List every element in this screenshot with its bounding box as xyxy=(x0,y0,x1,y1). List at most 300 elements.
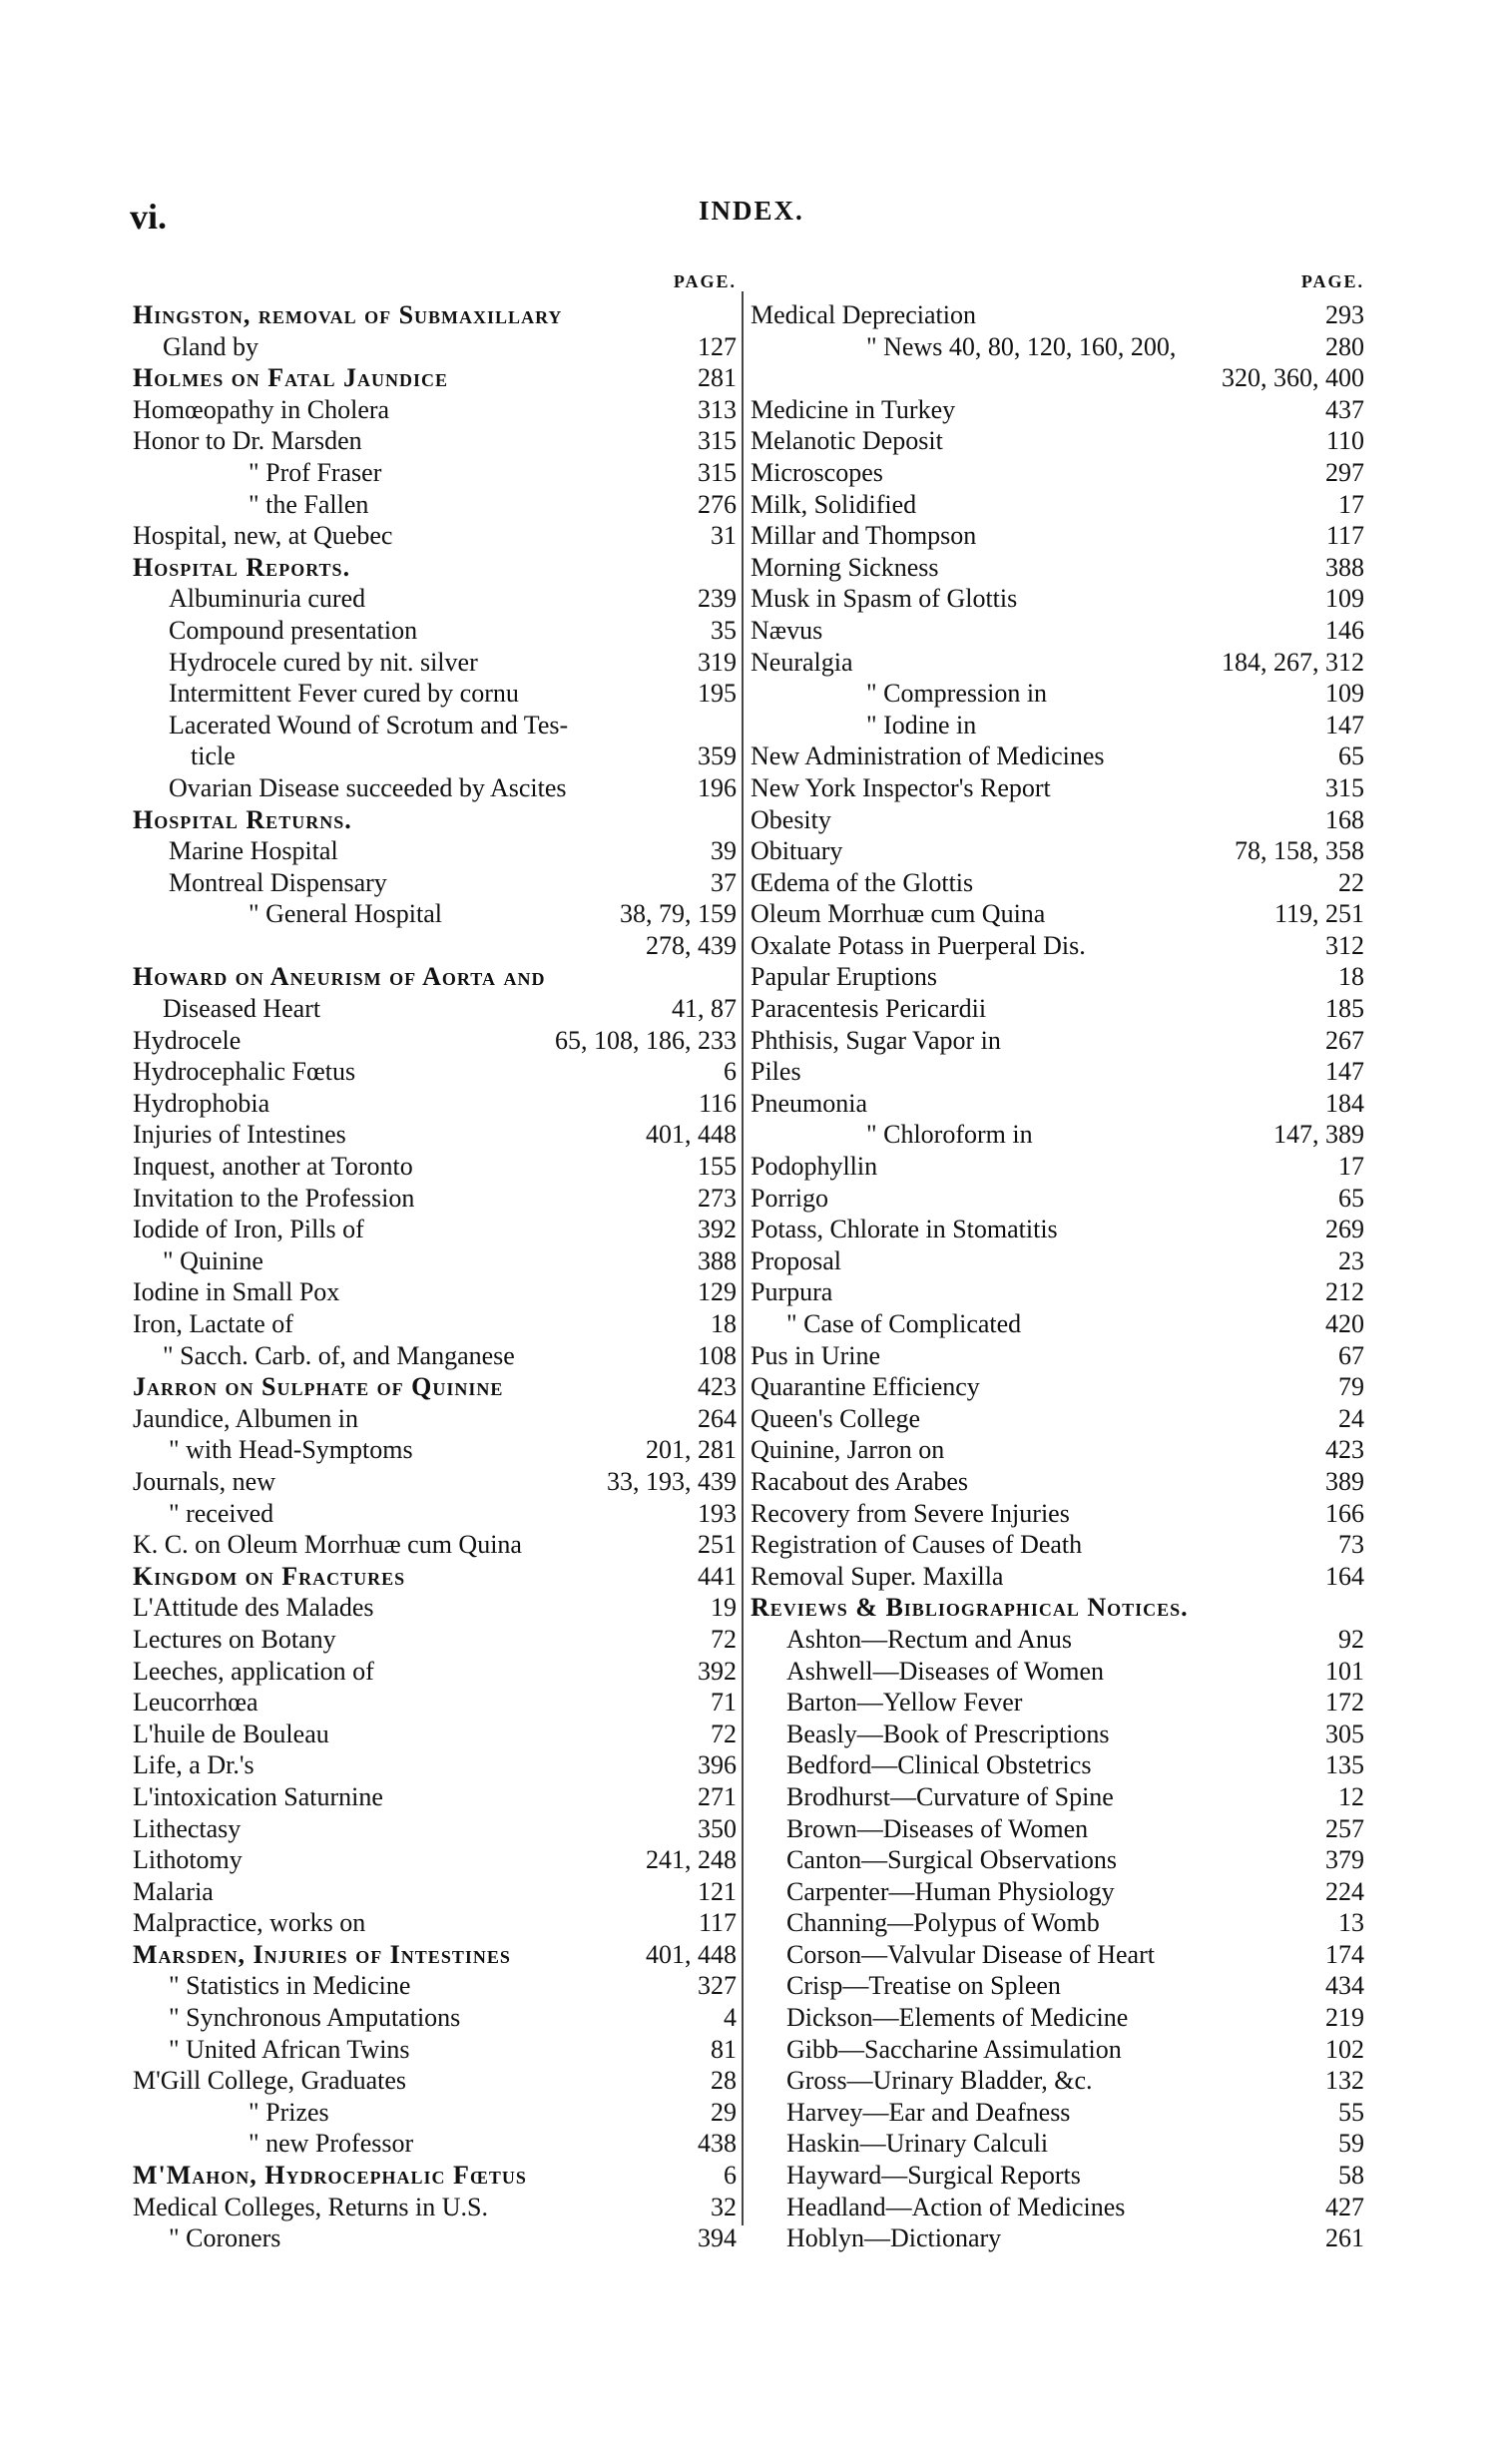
index-entry xyxy=(751,835,1364,867)
entry-page: 33, 193, 439 xyxy=(607,1466,737,1496)
index-entry xyxy=(133,520,737,552)
index-entry xyxy=(133,1466,737,1498)
index-entry xyxy=(133,2034,737,2066)
entry-page: 73 xyxy=(1338,1530,1364,1560)
entry-text: Corson—Valvular Disease of Heart xyxy=(786,1939,1155,1969)
entry-text: Howard on Aneurism of Aorta and xyxy=(133,962,546,992)
entry-page: 29 xyxy=(711,2097,737,2127)
entry-page: 315 xyxy=(698,457,737,487)
entry-page: 319 xyxy=(698,647,737,677)
entry-text: Obituary xyxy=(751,836,843,866)
index-entry xyxy=(751,1340,1364,1372)
index-entry xyxy=(133,1592,737,1624)
entry-text: Ovarian Disease succeeded by Ascites xyxy=(169,772,567,802)
index-entry xyxy=(751,394,1364,426)
entry-page: 37 xyxy=(711,867,737,897)
entry-page: 441 xyxy=(698,1561,737,1591)
entry-page: 267 xyxy=(1325,1025,1364,1055)
entry-text: Kingdom on Fractures xyxy=(133,1561,406,1591)
index-entry xyxy=(751,772,1364,804)
entry-text: ticle xyxy=(191,741,236,771)
entry-page: 78, 158, 358 xyxy=(1235,836,1364,866)
entry-page: 117 xyxy=(698,1908,737,1938)
entry-page: 392 xyxy=(698,1656,737,1686)
index-entry xyxy=(751,1151,1364,1183)
entry-text: Porrigo xyxy=(751,1183,828,1213)
page-title: INDEX. xyxy=(699,196,804,226)
entry-page: 241, 248 xyxy=(646,1845,737,1875)
entry-page: 110 xyxy=(1325,426,1364,456)
index-entry xyxy=(133,1907,737,1939)
entry-text: Gland by xyxy=(163,331,259,361)
entry-page: 350 xyxy=(698,1813,737,1843)
entry-page: 121 xyxy=(698,1876,737,1906)
entry-page: 327 xyxy=(698,1971,737,2001)
entry-text: " United African Twins xyxy=(169,2034,410,2064)
entry-text: New Administration of Medicines xyxy=(751,741,1105,771)
entry-text: Leucorrhœa xyxy=(133,1688,258,1718)
entry-text: Brown—Diseases of Women xyxy=(786,1813,1089,1843)
entry-page: 438 xyxy=(698,2129,737,2159)
entry-text: M'Mahon, Hydrocephalic Fœtus xyxy=(133,2161,527,2191)
entry-text: Proposal xyxy=(751,1245,841,1275)
index-entry xyxy=(133,1719,737,1750)
index-entry xyxy=(751,1719,1364,1750)
entry-text: " General Hospital xyxy=(249,899,442,929)
column-divider xyxy=(742,291,744,2225)
index-entry xyxy=(751,1529,1364,1561)
index-entry xyxy=(133,1498,737,1530)
entry-text: " Prof Fraser xyxy=(249,457,382,487)
entry-page: 257 xyxy=(1325,1813,1364,1843)
index-entry xyxy=(133,299,737,331)
index-entry xyxy=(751,1276,1364,1308)
entry-text: Crisp—Treatise on Spleen xyxy=(786,1971,1061,2001)
entry-page: 281 xyxy=(698,363,737,393)
entry-page: 172 xyxy=(1325,1688,1364,1718)
entry-text: Hingston, removal of Submaxillary xyxy=(133,300,563,329)
index-entry xyxy=(133,1088,737,1120)
entry-page: 127 xyxy=(698,331,737,361)
entry-text: Life, a Dr.'s xyxy=(133,1750,254,1780)
index-entry xyxy=(133,647,737,679)
entry-text: Malpractice, works on xyxy=(133,1908,366,1938)
index-entry xyxy=(133,2097,737,2129)
index-entry xyxy=(133,362,737,394)
entry-text: Registration of Causes of Death xyxy=(751,1530,1083,1560)
entry-page: 18 xyxy=(711,1309,737,1338)
index-entry xyxy=(751,1498,1364,1530)
entry-text: Hydrocephalic Fœtus xyxy=(133,1057,356,1087)
index-entry xyxy=(751,961,1364,993)
entry-text: " received xyxy=(169,1498,274,1528)
index-entry xyxy=(751,457,1364,489)
entry-text: " Statistics in Medicine xyxy=(169,1971,411,2001)
entry-text: Iodide of Iron, Pills of xyxy=(133,1215,364,1244)
index-entry xyxy=(751,2065,1364,2097)
entry-page: 38, 79, 159 xyxy=(620,899,737,929)
index-entry xyxy=(133,1340,737,1372)
entry-page: 12 xyxy=(1338,1781,1364,1811)
index-entry xyxy=(133,1276,737,1308)
entry-text: Pneumonia xyxy=(751,1088,867,1118)
entry-page: 65 xyxy=(1338,1183,1364,1213)
index-entry xyxy=(133,2128,737,2160)
index-entry xyxy=(133,1025,737,1057)
entry-page: 22 xyxy=(1338,867,1364,897)
entry-text: Hospital Reports. xyxy=(133,552,351,582)
entry-page: 18 xyxy=(1338,962,1364,992)
index-entry xyxy=(751,1119,1364,1151)
entry-page: 108 xyxy=(698,1340,737,1370)
entry-page: 17 xyxy=(1338,489,1364,519)
entry-page: 117 xyxy=(1325,521,1364,551)
entry-page: 261 xyxy=(1325,2223,1364,2253)
entry-text: Paracentesis Pericardii xyxy=(751,994,987,1024)
entry-text: Purpura xyxy=(751,1277,833,1307)
entry-text: M'Gill College, Graduates xyxy=(133,2066,407,2096)
entry-text: Hydrophobia xyxy=(133,1088,270,1118)
entry-text: Medical Depreciation xyxy=(751,300,976,329)
index-entry xyxy=(133,1214,737,1245)
entry-text: Pus in Urine xyxy=(751,1340,880,1370)
index-entry xyxy=(751,1781,1364,1813)
entry-page: 315 xyxy=(1325,772,1364,802)
entry-page: 41, 87 xyxy=(672,994,737,1024)
entry-page: 59 xyxy=(1338,2129,1364,2159)
entry-page: 72 xyxy=(711,1624,737,1654)
entry-page: 79 xyxy=(1338,1372,1364,1402)
index-entry xyxy=(133,1624,737,1656)
entry-text: Medicine in Turkey xyxy=(751,394,956,424)
entry-page: 273 xyxy=(698,1183,737,1213)
entry-text: Neuralgia xyxy=(751,647,853,677)
index-entry xyxy=(133,2192,737,2223)
entry-page: 155 xyxy=(698,1152,737,1182)
index-entry xyxy=(751,520,1364,552)
index-entry xyxy=(751,1403,1364,1435)
index-entry xyxy=(751,1592,1364,1624)
entry-text: L'intoxication Saturnine xyxy=(133,1781,383,1811)
index-entry xyxy=(133,1876,737,1908)
entry-page: 19 xyxy=(711,1593,737,1623)
index-entry xyxy=(751,1749,1364,1781)
entry-text: Ashwell—Diseases of Women xyxy=(786,1656,1105,1686)
entry-page: 65 xyxy=(1338,741,1364,771)
entry-page: 423 xyxy=(1325,1435,1364,1465)
index-entry xyxy=(133,1687,737,1719)
index-entry xyxy=(751,1624,1364,1656)
entry-page: 313 xyxy=(698,394,737,424)
entry-page: 297 xyxy=(1325,457,1364,487)
index-entry xyxy=(133,2065,737,2097)
entry-text: Canton—Surgical Observations xyxy=(786,1845,1117,1875)
index-entry xyxy=(133,1939,737,1971)
index-entry xyxy=(751,2222,1364,2254)
entry-text: Carpenter—Human Physiology xyxy=(786,1876,1115,1906)
entry-text: Lithotomy xyxy=(133,1845,243,1875)
entry-page: 102 xyxy=(1325,2034,1364,2064)
index-entry xyxy=(751,1970,1364,2002)
entry-text: Medical Colleges, Returns in U.S. xyxy=(133,2192,489,2221)
entry-page: 17 xyxy=(1338,1152,1364,1182)
entry-page: 280 xyxy=(1325,331,1364,361)
entry-text: " Prizes xyxy=(249,2097,329,2127)
index-column-right xyxy=(751,271,1364,2254)
entry-text: Montreal Dispensary xyxy=(169,867,387,897)
entry-text: Hospital Returns. xyxy=(133,804,352,834)
index-entry xyxy=(751,1371,1364,1403)
index-entry xyxy=(751,898,1364,930)
entry-text: Marine Hospital xyxy=(169,836,338,866)
entry-page: 388 xyxy=(1325,552,1364,582)
entry-text: Haskin—Urinary Calculi xyxy=(786,2129,1049,2159)
entry-page: 147, 389 xyxy=(1273,1120,1364,1150)
entry-page: 401, 448 xyxy=(646,1939,737,1969)
index-entry xyxy=(751,299,1364,331)
entry-text: Œdema of the Glottis xyxy=(751,867,974,897)
entry-page: 251 xyxy=(698,1530,737,1560)
entry-text: Iodine in Small Pox xyxy=(133,1277,340,1307)
entry-text: " with Head-Symptoms xyxy=(169,1435,413,1465)
index-entry xyxy=(751,2128,1364,2160)
index-entry xyxy=(133,1151,737,1183)
entry-page: 146 xyxy=(1325,615,1364,645)
index-entry xyxy=(751,1056,1364,1088)
entry-page: 39 xyxy=(711,836,737,866)
entry-page: 6 xyxy=(724,2161,737,2191)
index-entry xyxy=(133,740,737,772)
index-entry xyxy=(133,835,737,867)
entry-text: Inquest, another at Toronto xyxy=(133,1152,413,1182)
entry-page: 35 xyxy=(711,615,737,645)
entry-page: 72 xyxy=(711,1719,737,1748)
entry-page: 312 xyxy=(1325,930,1364,960)
entry-text: Hayward—Surgical Reports xyxy=(786,2161,1081,2191)
index-entry xyxy=(133,772,737,804)
entry-text: Oxalate Potass in Puerperal Dis. xyxy=(751,930,1086,960)
entry-text: Journals, new xyxy=(133,1466,275,1496)
index-entry xyxy=(133,1561,737,1593)
index-entry xyxy=(751,362,1364,394)
entry-page: 174 xyxy=(1325,1939,1364,1969)
entry-text: " Compression in xyxy=(866,679,1048,709)
entry-page: 32 xyxy=(711,2192,737,2221)
index-entry xyxy=(751,1434,1364,1466)
index-entry xyxy=(133,552,737,584)
entry-text: " new Professor xyxy=(249,2129,414,2159)
index-entry xyxy=(751,678,1364,710)
entry-page: 278, 439 xyxy=(646,930,737,960)
entry-page: 4 xyxy=(724,2003,737,2033)
index-entry xyxy=(133,1781,737,1813)
index-column-left xyxy=(133,271,737,2254)
entry-text: Harvey—Ear and Deafness xyxy=(786,2097,1071,2127)
entry-text: Quinine, Jarron on xyxy=(751,1435,945,1465)
entry-text: Invitation to the Profession xyxy=(133,1183,415,1213)
entry-text: Iron, Lactate of xyxy=(133,1309,293,1338)
index-entry xyxy=(751,2097,1364,2129)
entry-page: 379 xyxy=(1325,1845,1364,1875)
entry-text: Diseased Heart xyxy=(163,994,321,1024)
entry-text: Potass, Chlorate in Stomatitis xyxy=(751,1215,1058,1244)
entry-text: L'Attitude des Malades xyxy=(133,1593,374,1623)
index-entry xyxy=(133,898,737,930)
index-entry xyxy=(751,1876,1364,1908)
index-entry xyxy=(133,930,737,962)
index-entry xyxy=(751,552,1364,584)
index-entry xyxy=(133,1403,737,1435)
entry-text: " Quinine xyxy=(163,1245,263,1275)
index-entry xyxy=(751,331,1364,363)
entry-page: 396 xyxy=(698,1750,737,1780)
entry-text: Piles xyxy=(751,1057,801,1087)
entry-text: Intermittent Fever cured by cornu xyxy=(169,679,519,709)
entry-text: Leeches, application of xyxy=(133,1656,374,1686)
index-entry xyxy=(133,2002,737,2034)
entry-text: " Coroners xyxy=(169,2223,281,2253)
index-entry xyxy=(751,1907,1364,1939)
entry-text: Homœopathy in Cholera xyxy=(133,394,390,424)
index-entry xyxy=(133,1844,737,1876)
entry-page: 71 xyxy=(711,1688,737,1718)
entry-page: 201, 281 xyxy=(646,1435,737,1465)
entry-page: 184, 267, 312 xyxy=(1222,647,1364,677)
page-number: vi. xyxy=(130,197,168,237)
entry-page: 92 xyxy=(1338,1624,1364,1654)
entry-text: K. C. on Oleum Morrhuæ cum Quina xyxy=(133,1530,522,1560)
entry-page: 164 xyxy=(1325,1561,1364,1591)
entry-text: Jaundice, Albumen in xyxy=(133,1403,359,1433)
entry-page: 184 xyxy=(1325,1088,1364,1118)
entry-text: Obesity xyxy=(751,804,831,834)
index-entry xyxy=(133,2222,737,2254)
entry-page: 109 xyxy=(1325,679,1364,709)
entry-text: Lacerated Wound of Scrotum and Tes- xyxy=(169,710,569,739)
entry-text: " Case of Complicated xyxy=(786,1309,1022,1338)
entry-text: Dickson—Elements of Medicine xyxy=(786,2003,1129,2033)
entry-text: Headland—Action of Medicines xyxy=(786,2192,1126,2221)
index-entry xyxy=(133,425,737,457)
entry-page: 293 xyxy=(1325,300,1364,329)
entry-page: 212 xyxy=(1325,1277,1364,1307)
entry-text: Hospital, new, at Quebec xyxy=(133,521,393,551)
entry-page: 119, 251 xyxy=(1273,899,1364,929)
index-entry xyxy=(133,678,737,710)
entry-page: 271 xyxy=(698,1781,737,1811)
index-entry xyxy=(133,804,737,836)
entry-page: 401, 448 xyxy=(646,1120,737,1150)
entry-text: Beasly—Book of Prescriptions xyxy=(786,1719,1110,1748)
entry-page: 276 xyxy=(698,489,737,519)
entry-text: Lectures on Botany xyxy=(133,1624,336,1654)
index-entry xyxy=(133,1056,737,1088)
index-entry xyxy=(751,1844,1364,1876)
entry-text: Brodhurst—Curvature of Spine xyxy=(786,1781,1114,1811)
index-entry xyxy=(133,1529,737,1561)
index-entry xyxy=(751,1183,1364,1215)
index-entry xyxy=(751,804,1364,836)
index-entry xyxy=(133,583,737,615)
index-entry xyxy=(751,1025,1364,1057)
entry-text: Oleum Morrhuæ cum Quina xyxy=(751,899,1046,929)
entry-text: Removal Super. Maxilla xyxy=(751,1561,1004,1591)
entry-page: 109 xyxy=(1325,584,1364,614)
index-entry xyxy=(751,1687,1364,1719)
index-entry xyxy=(133,1308,737,1340)
index-entry xyxy=(133,457,737,489)
entry-text: Podophyllin xyxy=(751,1152,878,1182)
entry-page: 264 xyxy=(698,1403,737,1433)
index-entry xyxy=(133,867,737,899)
entry-text: L'huile de Bouleau xyxy=(133,1719,329,1748)
index-entry xyxy=(133,615,737,647)
entry-text: Morning Sickness xyxy=(751,552,939,582)
entry-page: 116 xyxy=(698,1088,737,1118)
entry-page: 147 xyxy=(1325,710,1364,739)
entry-text: Papular Eruptions xyxy=(751,962,938,992)
index-entry xyxy=(133,489,737,521)
index-entry xyxy=(133,993,737,1025)
index-entry xyxy=(751,1466,1364,1498)
entry-text: Compound presentation xyxy=(169,615,418,645)
entry-text: Phthisis, Sugar Vapor in xyxy=(751,1025,1001,1055)
entry-text: Marsden, Injuries of Intestines xyxy=(133,1939,511,1969)
entry-page: 67 xyxy=(1338,1340,1364,1370)
index-entry xyxy=(751,1308,1364,1340)
page-column-header: PAGE. xyxy=(1300,271,1364,291)
index-entry xyxy=(133,1183,737,1215)
entry-text: Melanotic Deposit xyxy=(751,426,943,456)
entry-page: 239 xyxy=(698,584,737,614)
entry-page: 315 xyxy=(698,426,737,456)
entry-page: 392 xyxy=(698,1215,737,1244)
entry-page: 219 xyxy=(1325,2003,1364,2033)
entry-text: " Sacch. Carb. of, and Manganese xyxy=(163,1340,515,1370)
index-entry xyxy=(751,710,1364,741)
index-entry xyxy=(751,1561,1364,1593)
entry-page: 359 xyxy=(698,741,737,771)
entry-page: 196 xyxy=(698,772,737,802)
index-entry xyxy=(751,2002,1364,2034)
entry-text: " News 40, 80, 120, 160, 200, xyxy=(866,331,1177,361)
entry-page: 31 xyxy=(711,521,737,551)
entry-page: 394 xyxy=(698,2223,737,2253)
entry-page: 185 xyxy=(1325,994,1364,1024)
entry-text: " Synchronous Amputations xyxy=(169,2003,461,2033)
entry-text: New York Inspector's Report xyxy=(751,772,1051,802)
index-entry xyxy=(133,394,737,426)
entry-text: Ashton—Rectum and Anus xyxy=(786,1624,1072,1654)
entry-text: Channing—Polypus of Womb xyxy=(786,1908,1100,1938)
entry-text: " Chloroform in xyxy=(866,1120,1033,1150)
entry-text: Nævus xyxy=(751,615,823,645)
index-entry xyxy=(751,425,1364,457)
entry-page: 427 xyxy=(1325,2192,1364,2221)
entry-text: Queen's College xyxy=(751,1403,921,1433)
entry-page: 129 xyxy=(698,1277,737,1307)
entry-page: 166 xyxy=(1325,1498,1364,1528)
index-entry xyxy=(751,1813,1364,1845)
entry-text: Bedford—Clinical Obstetrics xyxy=(786,1750,1092,1780)
entry-page: 320, 360, 400 xyxy=(1222,363,1364,393)
entry-text: Millar and Thompson xyxy=(751,521,977,551)
entry-page: 195 xyxy=(698,679,737,709)
index-entry xyxy=(751,930,1364,962)
entry-page: 6 xyxy=(724,1057,737,1087)
entry-page: 23 xyxy=(1338,1245,1364,1275)
index-entry xyxy=(133,1371,737,1403)
